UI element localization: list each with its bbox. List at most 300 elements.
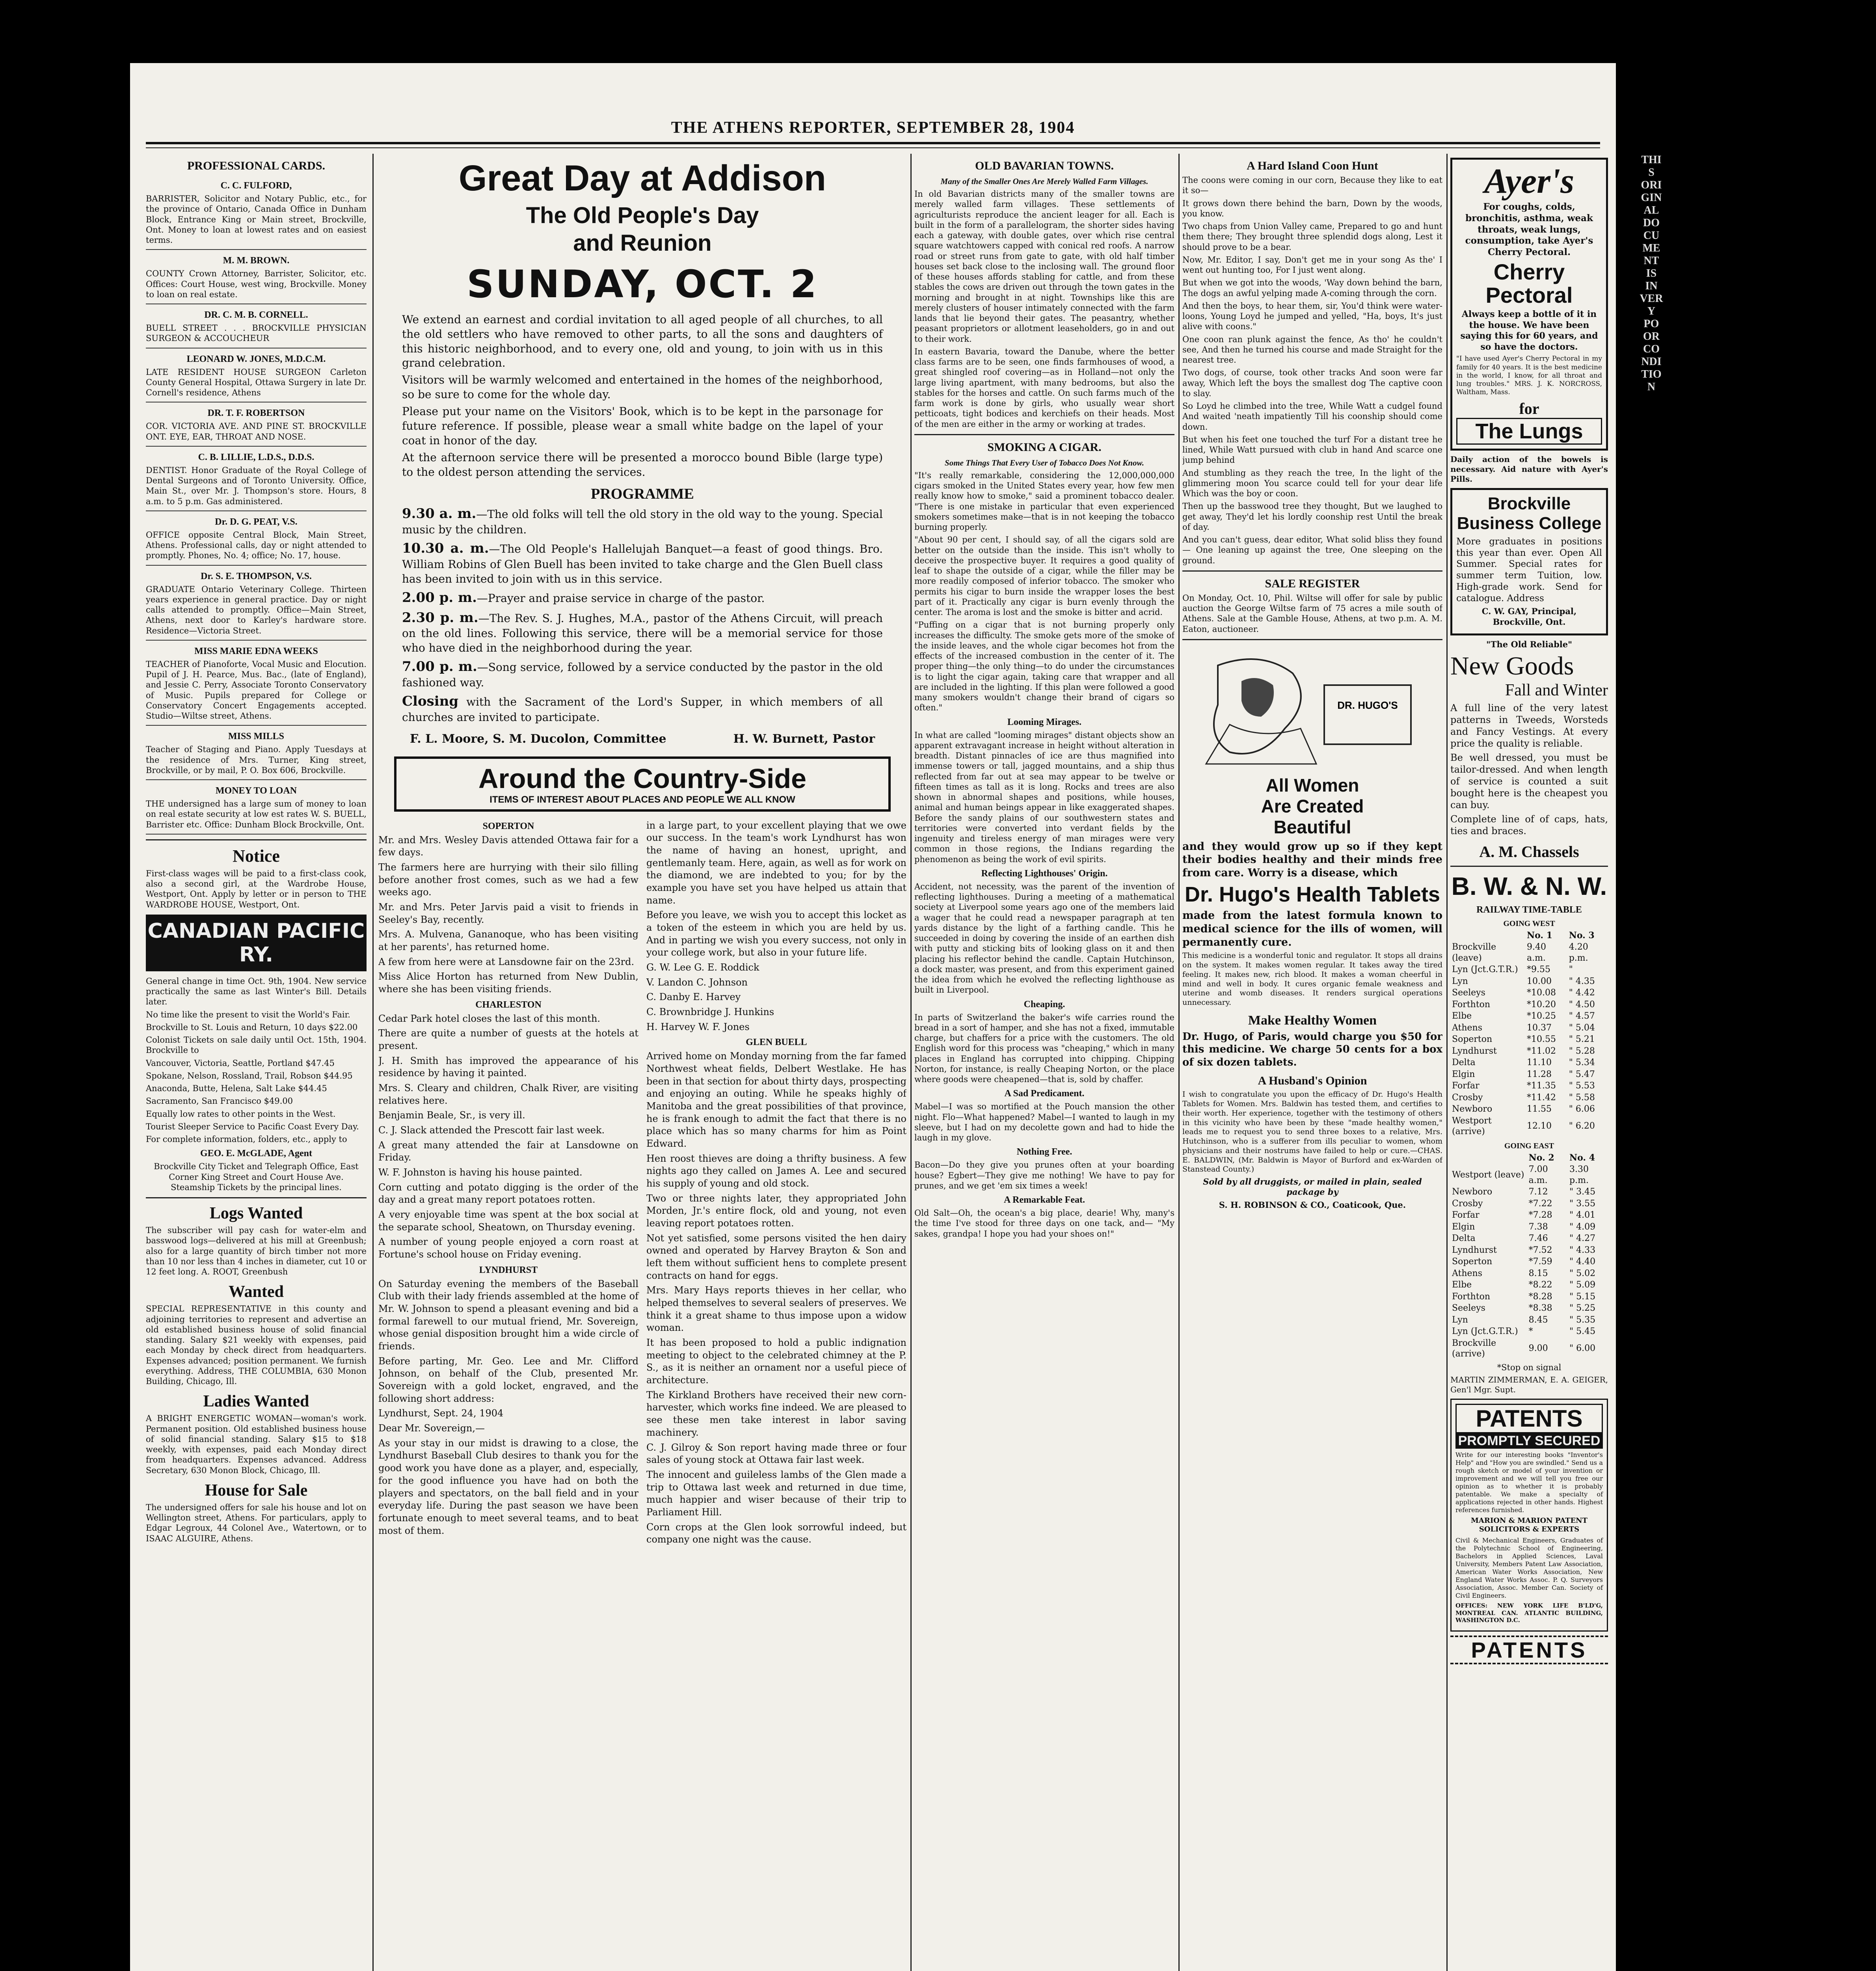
table-cell: 11.55 (1526, 1104, 1552, 1114)
cpr-line: Sacramento, San Francisco $49.00 (146, 1096, 293, 1106)
table-cell: 3.30 p.m. (1569, 1164, 1589, 1185)
cpr-line: Brockville to St. Louis and Return, 10 days $22.00 (146, 1022, 358, 1032)
goods-paragraph: Complete line of of caps, hats, ties and braces. (1450, 813, 1608, 836)
news-item: Mr. and Mrs. Wesley Davis attended Ottawa fair for a few days. (378, 834, 638, 858)
cheaping-title: Cheaping. (1024, 999, 1065, 1010)
table-cell: *7.59 (1528, 1257, 1552, 1267)
table-row (1450, 1244, 1608, 1256)
table-cell: Seeleys (1452, 1303, 1485, 1313)
new-goods-sub: Fall and Winter (1505, 681, 1608, 699)
professional-card (146, 726, 367, 780)
cpr-logo: CANADIAN PACIFIC RY. (146, 915, 367, 971)
table-cell: *10.20 (1526, 999, 1556, 1010)
news-item: H. Harvey W. F. Jones (646, 1021, 750, 1032)
divider (1182, 639, 1442, 640)
maker-line: S. H. ROBINSON & CO., Coaticook, Que. (1219, 1200, 1406, 1210)
railway-subtitle: RAILWAY TIME-TABLE (1476, 904, 1582, 915)
cpr-line: Spokane, Nelson, Rossland, Trail, Robson $44.95 (146, 1071, 353, 1081)
ayers-lungs: The Lungs (1456, 418, 1602, 445)
news-item: Arrived home on Monday morning from the far famed Northwest wheat fields, Delbert Westlake. He has been in that section for about thirty days, prospecting and enjoying an outing. While he speaks highly of Manitoba and the great possibilities of that province, he is frank enough to admit the fact that there is no place which has so many charms for him as Point Edward. (646, 1051, 906, 1149)
column-rule (1446, 154, 1448, 1971)
intro-paragraph: At the afternoon service there will be presented a morocco bound Bible (large type) to the oldest person attending the services. (402, 451, 883, 479)
table-cell: *8.38 (1528, 1303, 1552, 1313)
card-body: BARRISTER, Solicitor and Notary Public, etc., for the province of Ontario, Canada Office in Dunham Block, Entrance King or Main street, Brockville, Ont. Money to loan at lowest rates and on easiest terms. (146, 194, 367, 245)
wanted-body: SPECIAL REPRESENTATIVE in this county and adjoining territories to represent and advertise an old established business house of solid financial standing. Salary $21 weekly with expenses, paid each Monday by check direct from headquarters. Expenses advanced; position permanent. We furnish everything. Address, THE COLUMBIA, 630 Monon Building, Chicago, Ill. (146, 1304, 367, 1386)
ayers-ad (1450, 158, 1608, 451)
news-item: C. J. Slack attended the Prescott fair last week. (378, 1125, 605, 1136)
railway-signature: MARTIN ZIMMERMAN, E. A. GEIGER, Gen'l Mgr. Supt. (1450, 1375, 1608, 1394)
ayers-testimonial: "I have used Ayer's Cherry Pectoral in my family for 40 years. It is the best medicine in the world, I know, for all throat and lung troubles." MRS. J. K. NORCROSS, Waltham, Mass. (1456, 355, 1602, 397)
lighthouse-body: Accident, not necessity, was the parent of the invention of reflecting lighthouses. During a meeting of a mathematical society at Liverpool some years ago one of the members laid a wager that he could read a newspaper paragraph at ten yards distance by the light of a farthing candle. This he succeeded in doing by covering the inside of an earthen dish with putty and sticking bits of looking glass on it and then placing his reflector behind the candle. Captain Hutchinson, a dock master, was present, and from this experiment gained the idea from which he evolved the reflecting lighthouse as built in Liverpool. (914, 881, 1174, 995)
logs-title: Logs Wanted (209, 1204, 303, 1222)
patents-ad (1450, 1399, 1608, 1632)
table-cell: Elgin (1452, 1069, 1475, 1079)
programme-time: 10.30 a. m. (402, 540, 489, 556)
news-item: in a large part, to your excellent playing that we owe our success. In the team's work Lyndhurst has won the name of having an honest, upright, and gentlemanly team. Here, again, as well as for work on the diamond, we are indebted to you; for by the example you have set you have helped us attain that name. (646, 820, 906, 906)
table-cell: Forfar (1452, 1081, 1480, 1091)
column-rule (1178, 154, 1180, 1971)
table-cell: Delta (1452, 1233, 1476, 1244)
programme-item (402, 609, 883, 656)
table-cell: *11.42 (1526, 1092, 1556, 1103)
cigar-body (914, 470, 1174, 713)
table-row (1450, 1069, 1608, 1081)
table-cell: Seeleys (1452, 988, 1485, 998)
table-cell: 4.20 p.m. (1569, 942, 1588, 963)
card-body: LATE RESIDENT HOUSE SURGEON Carleton County General Hospital, Ottawa Surgery in late Dr. Cornell's residence, Athens (146, 367, 367, 397)
table-row (1450, 941, 1608, 964)
news-item: Corn crops at the Glen look sorrowful indeed, but company one night was the cause. (646, 1521, 906, 1545)
table-cell: Athens (1452, 1023, 1482, 1033)
table-cell: 7.12 (1528, 1187, 1548, 1197)
news-item: Mrs. S. Cleary and children, Chalk River, are visiting relatives here. (378, 1082, 638, 1106)
intro-paragraph: Visitors will be warmly welcomed and entertained in the homes of the neighborhood, so be sure to come for the whole day. (402, 373, 883, 401)
table-row (1450, 987, 1608, 999)
news-item: Corn cutting and potato digging is the order of the day and a great many report potatoes rotten. (378, 1181, 638, 1205)
programme-time: 2.00 p. m. (402, 589, 477, 605)
column-header: No. 1 (1526, 930, 1552, 941)
sad-title: A Sad Predicament. (1004, 1088, 1085, 1099)
cards-title: PROFESSIONAL CARDS. (187, 159, 326, 172)
news-item: Lyndhurst, Sept. 24, 1904 (378, 1408, 504, 1419)
table-row (1450, 1256, 1608, 1268)
divider (146, 839, 367, 840)
goods-paragraph: A full line of the very latest patterns in Tweeds, Worsteds and Fancy Vestings. At every price the quality is reliable. (1450, 702, 1608, 749)
intro-paragraph: We extend an earnest and cordial invitation to all aged people of all churches, to all the old settlers who have removed to other parts, to all the sons and daughters of this historic neighborhood, and to every one, old and young, to join with us in this grand celebration. (402, 313, 883, 370)
table-cell: " 4.01 (1569, 1210, 1596, 1220)
healthy-women-title: Make Healthy Women (1248, 1013, 1377, 1028)
table-cell: 10.37 (1526, 1023, 1552, 1033)
table-row (1450, 1314, 1608, 1326)
table-cell: Forthton (1452, 1291, 1491, 1302)
table-cell: Lyn (1452, 1315, 1468, 1325)
table-cell: " 5.58 (1569, 1092, 1595, 1103)
table-cell: " 5.45 (1569, 1326, 1596, 1337)
column-ads (1450, 154, 1608, 1664)
intro-paragraph: Please put your name on the Visitors' Book, which is to be kept in the parsonage for future reference. If possible, please wear a small white badge on the lapel of your coat in honor of the day. (402, 405, 883, 447)
professional-card (146, 780, 367, 835)
poem-stanza: So Loyd he climbed into the tree, While Watt a cudgel found And waited 'neath impatiently Till his coonship should come down. (1182, 401, 1442, 432)
programme-item (402, 693, 883, 725)
card-name: C. B. LILLIE, L.D.S., D.D.S. (198, 452, 315, 462)
healthy-women-body: Dr. Hugo, of Paris, would charge you $50 for this medicine. We charge 50 cents for a box of six dozen tablets. (1182, 1030, 1442, 1068)
poem-stanza: And stumbling as they reach the tree, In the light of the glimmering moon You scarce could tell for your dear life Which was the boy or coon. (1182, 468, 1442, 498)
soperton-items (378, 834, 638, 996)
professional-card (146, 641, 367, 726)
new-goods: New Goods (1450, 652, 1574, 681)
news-item: C. J. Gilroy & Son report having made three or four sales of young stock at Ottawa fair last week. (646, 1442, 906, 1466)
table-row (1450, 1233, 1608, 1244)
table-cell: " 3.55 (1569, 1198, 1596, 1209)
programme-text: —The old folks will tell the old story in the old way to the young. Special music by the children. (402, 508, 883, 536)
programme-text: —The Old People's Hallelujah Banquet—a feast of good things. Bro. William Robins of Glen Buell has been invited to take charge and the Glen Buell class has been invited to join with us in this service. (402, 542, 883, 585)
programme-text: —The Rev. S. J. Hughes, M.A., pastor of the Athens Circuit, will preach on the old lines. Following this service, there will be a memorial service for those who have died in the neighborhood during the year. (402, 611, 883, 655)
table-cell: *11.02 (1526, 1046, 1556, 1056)
cpr-line: Colonist Tickets on sale daily until Oct. 15th, 1904. Brockville to (146, 1035, 367, 1055)
card-name: MONEY TO LOAN (215, 786, 297, 796)
cigar-subtitle: Some Things That Every User of Tobacco Does Not Know. (945, 458, 1144, 468)
column-articles (914, 154, 1174, 1241)
news-item: As your stay in our midst is drawing to a close, the Lyndhurst Baseball Club desires to thank you for the good work you have done as a player, and, especially, for the good influence you have had on both the players and spectators, on the ball field and in your everyday life. During the past season we have been fortunate enough to meet several teams, and to beat most of them. (378, 1437, 638, 1536)
table-cell: 10.00 (1526, 976, 1552, 986)
opinion-title: A Husband's Opinion (1258, 1074, 1367, 1088)
news-item: V. Landon C. Johnson (646, 976, 748, 988)
card-body: BUELL STREET . . . BROCKVILLE PHYSICIAN SURGEON & ACCOUCHEUR (146, 323, 367, 343)
patents-title: PATENTS (1455, 1404, 1603, 1433)
card-name: C. C. FULFORD, (220, 181, 292, 191)
table-cell: " 5.53 (1569, 1081, 1595, 1091)
table-cell: " 5.04 (1569, 1023, 1595, 1033)
table-row (1450, 1326, 1608, 1338)
news-item: Dear Mr. Sovereign,— (378, 1423, 485, 1434)
table-cell: " 5.09 (1569, 1280, 1596, 1290)
table-header (1450, 1152, 1608, 1164)
news-item: Mrs. Mary Hays reports thieves in her cellar, who helped themselves to several sealers of preserves. We think it a great shame to thus impose upon a widow woman. (646, 1285, 906, 1334)
news-item: Hen roost thieves are doing a thrifty business. A few nights ago they called on James A. Lee and secured his supply of young and old stock. (646, 1153, 906, 1189)
news-item: Miss Alice Horton has returned from New Dublin, where she has been visiting friends. (378, 971, 638, 995)
country-side-subtitle: ITEMS OF INTEREST ABOUT PLACES AND PEOPLE WE ALL KNOW (489, 794, 795, 805)
table-cell: " 5.35 (1569, 1315, 1596, 1325)
table-cell: 11.10 (1526, 1058, 1552, 1068)
charleston-title: CHARLESTON (475, 999, 542, 1010)
divider (1450, 866, 1608, 867)
programme-text: —Prayer and praise service in charge of the pastor. (476, 591, 765, 605)
table-cell: Brockville (leave) (1452, 942, 1496, 963)
goods-paragraph: Be well dressed, you must be tailor-dressed. And when length of service is counted a suit bought here is the cheapest you can buy. (1450, 752, 1608, 810)
table-row (1450, 1221, 1608, 1233)
table-cell: Crosby (1452, 1198, 1483, 1209)
poem-body (1182, 175, 1442, 566)
table-cell: Westport (arrive) (1452, 1116, 1492, 1137)
addison-subhead: The Old People's Day (526, 203, 759, 228)
cherry-pectoral: Cherry Pectoral (1485, 259, 1573, 307)
table-cell: " 4.09 (1569, 1222, 1596, 1232)
patents-body: Write for our interesting books "Inventor's Help" and "How you are swindled." Send us a rough sketch or model of your invention or improvement and we will tell you free our opinion as to whether it is probably patentable. We make a specialty of applications rejected in other hands. Highest references furnished. (1455, 1451, 1603, 1514)
professional-card (146, 250, 367, 304)
card-name: MISS MARIE EDNA WEEKS (194, 646, 318, 656)
table-cell: Lyn (1452, 976, 1468, 986)
women-headline (1182, 775, 1442, 838)
news-item: A very enjoyable time was spent at the box social at the separate school, Sheatown, on Thursday evening. (378, 1209, 638, 1233)
remarkable-title: A Remarkable Feat. (1004, 1195, 1085, 1205)
programme-item (402, 540, 883, 587)
poem-title: A Hard Island Coon Hunt (1247, 159, 1378, 172)
column-header: No. 2 (1528, 1152, 1554, 1163)
marion-body: Civil & Mechanical Engineers, Graduates of the Polytechnic School of Engineering, Bachelors in Applied Sciences, Laval University, Members Patent Law Association, American Water Works Association, New England Water Works Assoc. P. Q. Surveyors Association, Assoc. Member Can. Society of Civil Engineers. (1455, 1536, 1603, 1599)
column-header: No. 4 (1569, 1152, 1595, 1163)
ladies-title: Ladies Wanted (203, 1392, 309, 1411)
new-goods-body (1450, 702, 1608, 837)
article-paragraph: In old Bavarian districts many of the smaller towns are merely walled farm villages. These settlements of agriculturists reproduce the ancient leager for all. Each is built in the form of a parallelogram, the shorter sides having each a gateway, with double gates, over which rise central square watchtowers capped with conical red roofs. A narrow road or street runs from gate to gate, with old half timber houses set back close to the inclosing wall. The ground floor of these houses affords stabling for cattle, and from these stables the cows are driven out through the town gates in the morning and brought in at night. Townships like this are merely clusters of houser intimately connected with the farm lands that lie beyond their gates. The peasantry, whether peasant proprietors or allotment leaseholders, go in and out to their work. (914, 189, 1174, 344)
hugo-body: made from the latest formula known to medical science for the ills of women, will permanently cure. (1182, 909, 1442, 948)
news-item: The farmers here are hurrying with their silo filling before another frost comes, such as we had a few weeks ago. (378, 861, 638, 898)
table-cell: Soperton (1452, 1034, 1493, 1045)
news-item: Mrs. A. Mulvena, Gananoque, who has been visiting at her parents', has returned home. (378, 929, 638, 952)
table-cell: Newboro (1452, 1104, 1493, 1114)
table-cell: 12.10 (1526, 1121, 1552, 1131)
newspaper-page (130, 63, 1616, 1971)
news-right (646, 817, 906, 1548)
poem-stanza: Then up the basswood tree they thought, But we laughed to get away, They'd let his lordly coonship rest Until the break of day. (1182, 501, 1442, 532)
ayers-logo: Ayer's (1484, 162, 1574, 201)
bavarian-subtitle: Many of the Smaller Ones Are Merely Walled Farm Villages. (940, 177, 1148, 186)
table-row (1450, 1209, 1608, 1221)
college-sign: C. W. GAY, Principal, Brockville, Ont. (1481, 606, 1577, 627)
card-name: LEONARD W. JONES, M.D.C.M. (186, 354, 326, 364)
professional-card (146, 566, 367, 641)
stop-note: *Stop on signal (1497, 1362, 1561, 1372)
table-cell: 7.46 (1528, 1233, 1548, 1244)
charleston-items (378, 1013, 638, 1261)
news-left (378, 817, 638, 1548)
women-line-1: All Women (1266, 775, 1359, 795)
table-cell: Lyn (Jct.G.T.R.) (1452, 1326, 1518, 1337)
card-body: COUNTY Crown Attorney, Barrister, Solicitor, etc. Offices: Court House, west wing, Brockville. Money to loan on real estate. (146, 269, 367, 299)
poem-stanza: And then the boys, to hear them, sir, You'd think were water-loons, Young Loyd he jumped and yelled, "Ha, boys, It's just alive with coons." (1182, 301, 1442, 332)
cpr-line: For complete information, folders, etc., apply to (146, 1135, 347, 1144)
free-body: Bacon—Do they give you prunes often at your boarding house? Egbert—They give me nothing! We have to pay for prunes, and we get 'em six times a week! (914, 1160, 1174, 1190)
column-rule (910, 154, 912, 1971)
ayers-pills: Daily action of the bowels is necessary. Aid nature with Ayer's Pills. (1450, 454, 1608, 484)
news-item: Cedar Park hotel closes the last of this month. (378, 1013, 601, 1024)
house-body: The undersigned offers for sale his house and lot on Wellington street, Athens. For particulars, apply to Edgar Legroux, 44 Colonel Ave., Watertown, or to ISAAC ALGUIRE, Athens. (146, 1502, 367, 1543)
table-cell: *10.08 (1526, 988, 1556, 998)
divider (146, 1197, 367, 1198)
column-poem-ads (1182, 154, 1442, 1213)
house-title: House for Sale (205, 1481, 308, 1500)
column-rule (372, 154, 374, 1971)
table-row (1450, 976, 1608, 987)
table-cell: " 5.21 (1569, 1034, 1595, 1045)
patents-footer: PATENTS (1450, 1636, 1608, 1664)
notice-title: Notice (233, 846, 280, 866)
programme-item (402, 589, 883, 607)
cheaping-body: In parts of Switzerland the baker's wife carries round the bread in a sort of hamper, and she has not a fixed, immutable charge, but chaffers for a price with the customers. The old English word for this process was "cheaping," which in many places in England has corrupted into chipping. Chipping Norton, for instance, is really Cheaping Norton, or the place where goods were cheapened—that is, sold by chaffer. (914, 1012, 1174, 1084)
news-item: A number of young people enjoyed a corn roast at Fortune's school house on Friday evening. (378, 1236, 638, 1260)
soperton-title: SOPERTON (482, 821, 534, 831)
news-item: It has been proposed to hold a public indignation meeting to object to the celebrated chimney at the P. S., as it is neither an ornament nor a useful piece of architecture. (646, 1337, 906, 1386)
programme-text: with the Sacrament of the Lord's Supper, in which members of all churches are invited to participate. (402, 695, 883, 724)
card-body: TEACHER of Pianoforte, Vocal Music and Elocution. Pupil of J. H. Pearce, Mus. Bac., (late of England), and Jessie C. Perry, Associate Toronto Conservatory of Music. Pupils prepared for College or Conservatory Concert Engagements accepted. Studio—Wiltse street, Athens. (146, 659, 367, 721)
table-cell: Forthton (1452, 999, 1491, 1010)
table-cell: " (1569, 965, 1573, 975)
going-east: GOING EAST (1504, 1141, 1554, 1150)
cards-list (146, 175, 367, 835)
divider (1182, 570, 1442, 572)
news-item: J. H. Smith has improved the appearance of his residence by having it painted. (378, 1055, 638, 1079)
table-cell: Elbe (1452, 1280, 1472, 1290)
table-cell: " 5.02 (1569, 1268, 1596, 1278)
programme-text: —Song service, followed by a service conducted by the pastor in the old fashioned way. (402, 661, 883, 689)
divider (914, 434, 1174, 435)
table-row (1450, 1080, 1608, 1092)
table-row (1450, 1057, 1608, 1069)
news-item: On Saturday evening the members of the Baseball Club with their lady friends assembled at the home of Mr. W. Johnson to spend a pleasant evening and bid a formal farewell to our mutual friend, Mr. Sovereign, whose genial disposition brought him a wide circle of friends. (378, 1278, 638, 1352)
addison-headline: Great Day at Addison (458, 158, 826, 198)
table-row (1450, 1010, 1608, 1022)
table-cell: " 4.57 (1569, 1011, 1595, 1021)
table-cell: Soperton (1452, 1257, 1493, 1267)
mirage-title: Looming Mirages. (1007, 717, 1081, 727)
news-item: C. Danby E. Harvey (646, 991, 741, 1003)
bavarian-body (914, 189, 1174, 429)
table-cell: " 4.27 (1569, 1233, 1596, 1244)
table-cell: Crosby (1452, 1092, 1483, 1103)
marion-title: MARION & MARION PATENT SOLICITORS & EXPERTS (1470, 1516, 1588, 1534)
table-cell: 8.45 (1528, 1315, 1548, 1325)
table-row (1450, 1103, 1608, 1115)
card-body: DENTIST. Honor Graduate of the Royal College of Dental Surgeons and of Toronto University. Office, Main St., over Mr. J. Thompson's store. Hours, 8 a.m. to 5 p.m. Gas administered. (146, 465, 367, 506)
hugo-box-label: DR. HUGO'S (1337, 699, 1398, 711)
table-cell: " 5.25 (1569, 1303, 1596, 1313)
table-cell: " 4.35 (1569, 976, 1595, 986)
card-body: THE undersigned has a large sum of money to loan on real estate security at low est rates W. S. BUELL, Barrister etc. Office: Dunham Block Brockville, Ont. (146, 799, 367, 829)
column-header (1450, 930, 1525, 942)
railway-title: B. W. & N. W. (1451, 872, 1607, 900)
poem-stanza: It grows down there behind the barn, Down by the woods, you know. (1182, 198, 1442, 218)
table-row (1450, 1092, 1608, 1104)
table-cell: *8.28 (1528, 1291, 1552, 1302)
programme-title: PROGRAMME (591, 486, 694, 503)
lyndhurst-items (378, 1278, 638, 1537)
table-row (1450, 1164, 1608, 1186)
table-row (1450, 1045, 1608, 1057)
addison-date: SUNDAY, OCT. 2 (467, 262, 818, 306)
poem-stanza: The coons were coming in our corn, Because they like to eat it so— (1182, 175, 1442, 196)
table-cell: *11.35 (1526, 1081, 1556, 1091)
table-cell: Elgin (1452, 1222, 1475, 1232)
table-cell: *9.55 (1526, 965, 1550, 975)
addison-intro (378, 313, 906, 480)
news-item: Not yet satisfied, some persons visited the hen dairy owned and operated by Harvey Brayton & Son and left them without sufficient hens to complete present contracts on hand for eggs. (646, 1232, 906, 1281)
old-reliable: "The Old Reliable" (1486, 639, 1573, 649)
table-cell: 8.15 (1528, 1268, 1548, 1278)
notice-body: First-class wages will be paid to a first-class cook, also a second girl, at the Wardrobe House, Westport, Ont. Apply by letter or in person to THE WARDROBE HOUSE, Westport, Ont. (146, 868, 367, 909)
cpr-schedule (146, 976, 367, 1145)
professional-card (146, 175, 367, 250)
table-cell: Delta (1452, 1058, 1476, 1068)
news-item: Before parting, Mr. Geo. Lee and Mr. Clifford Johnson, on behalf of the Club, presented Mr. Sovereign with a gold locket, engraved, and the following short address: (378, 1355, 638, 1404)
women-line-2: Are Created (1261, 795, 1364, 816)
ladies-body: A BRIGHT ENERGETIC WOMAN—woman's work. Permanent position. Old established business house of solid financial standing. Salary $15 to $18 weekly, with expenses, paid each Monday direct from headquarters. Expenses advanced. Address Secretary, 630 Monon Block, Chicago, Ill. (146, 1414, 367, 1475)
table-cell: Lyndhurst (1452, 1046, 1497, 1056)
poem-stanza: Two chaps from Union Valley came, Prepared to go and hunt them there; They brought three splendid dogs along, Lest it should prove to be a bear. (1182, 222, 1442, 252)
news-item: Mr. and Mrs. Peter Jarvis paid a visit to friends in Seeley's Bay, recently. (378, 901, 638, 925)
poem-stanza: And you can't guess, dear editor, What solid bliss they found— One leaning up against the tree, One sleeping on the ground. (1182, 535, 1442, 565)
professional-card (146, 348, 367, 403)
programme-item (402, 658, 883, 690)
table-row (1450, 1115, 1608, 1138)
card-name: Dr. D. G. PEAT, V.S. (215, 516, 298, 527)
woman-illustration (1182, 650, 1442, 768)
poem-stanza: But when his feet one touched the turf For a distant tree he lined, While Watt pursued with club in hand And scarce one jump behind (1182, 434, 1442, 465)
westbound-table (1450, 930, 1608, 1138)
table-cell: Newboro (1452, 1187, 1493, 1197)
table-row (1450, 1034, 1608, 1045)
cpr-line: Tourist Sleeper Service to Pacific Coast Every Day. (146, 1121, 359, 1131)
glenbuell-items (646, 1050, 906, 1546)
column-header: No. 3 (1569, 930, 1595, 941)
sale-body: On Monday, Oct. 10, Phil. Wiltse will offer for sale by public auction the George Wiltse farm of 75 acres a mile south of Athens. Sale at the Gamble House, Athens, at two p.m. A. M. Eaton, auctioneer. (1182, 593, 1442, 634)
table-cell: 9.00 (1528, 1343, 1548, 1354)
table-cell: " 6.06 (1569, 1104, 1595, 1114)
college-ad (1450, 488, 1608, 635)
table-cell: *7.28 (1528, 1210, 1552, 1220)
programme-time: 7.00 p. m. (402, 659, 477, 675)
table-row (1450, 1291, 1608, 1303)
cpr-line: No time like the present to visit the World's Fair. (146, 1010, 350, 1019)
sold-line: Sold by all druggists, or mailed in plain, sealed package by (1203, 1177, 1422, 1197)
table-cell: Lyn (Jct.G.T.R.) (1452, 965, 1518, 975)
table-cell: " 4.50 (1569, 999, 1595, 1010)
poem-stanza: Now, Mr. Editor, I say, Don't get me in your song As the' I went out hunting too, For I just went along. (1182, 255, 1442, 275)
addison-subhead-2: and Reunion (573, 230, 712, 256)
college-body: More graduates in positions this year than ever. Open All Summer. Special rates for summer term Tuition, low. High-grade work. Send for catalogue. Address (1456, 536, 1602, 604)
mirage-body: In what are called "looming mirages" distant objects show an apparent extravagant increase in height without alteration in breadth. Distant pinnacles of ice are thus magnified into immense towers or tall, jagged mountains, and a ship thus reflected from far out at sea may appear to be twelve or fifteen times as tall as it is long. Rocks and trees are also shown in abnormal shapes and positions, while houses, animal and human beings appear in like exaggerated shapes. Before the sandy plains of our southwestern states and territories were converted into verdant fields by the ingenuity and tireless energy of man mirages were very common in those regions, the Indians regarding the phenomenon as being the work of evil spirits. (914, 730, 1174, 864)
women-body: and they would grow up so if they kept their bodies healthy and their minds free from care. Worry is a disease, which (1182, 840, 1442, 879)
table-cell: Westport (leave) (1452, 1170, 1524, 1180)
cpr-line: Equally low rates to other points in the West. (146, 1109, 336, 1119)
column-header (1450, 1152, 1527, 1164)
card-name: Dr. S. E. THOMPSON, V.S. (201, 571, 312, 581)
table-cell: " 4.42 (1569, 988, 1595, 998)
committee-signature: F. L. Moore, S. M. Ducolon, Committee (410, 732, 666, 746)
ayers-for: for (1519, 399, 1539, 417)
country-side-news (378, 817, 906, 1548)
cigar-title: SMOKING A CIGAR. (987, 440, 1102, 454)
professional-card (146, 402, 367, 447)
card-name: DR. C. M. B. CORNELL. (204, 310, 308, 320)
pastor-signature: H. W. Burnett, Pastor (733, 732, 875, 746)
wanted-title: Wanted (228, 1283, 284, 1301)
country-side-title: Around the Country-Side (478, 763, 807, 794)
card-name: DR. T. F. ROBERTSON (207, 408, 305, 419)
hugo-details: This medicine is a wonderful tonic and regulator. It stops all drains on the system. It makes women regular. It takes away the tired feeling. It makes new, rich blood. It makes a woman cheerful in mind and well in body. It cures organic female weakness and uterine and womb diseases. It renders surgical operations unnecessary. (1182, 951, 1442, 1007)
table-cell: " 3.45 (1569, 1187, 1596, 1197)
table-row (1450, 999, 1608, 1011)
poem-stanza: But when we got into the woods, 'Way down behind the barn, The dogs an awful yelping made A-coming through the corn. (1182, 278, 1442, 298)
condition-note: THIS ORIGINAL DOCUMENT IS IN VERY POOR CONDITION (1640, 154, 1663, 393)
news-item: G. W. Lee G. E. Roddick (646, 961, 759, 973)
table-cell: 11.28 (1526, 1069, 1552, 1079)
signatures (378, 727, 906, 751)
going-west: GOING WEST (1503, 919, 1555, 928)
programme-time: 2.30 p. m. (402, 609, 478, 626)
professional-card (146, 447, 367, 511)
article-paragraph: In eastern Bavaria, toward the Danube, where the better class farms are to be seen, one finds farmhouses of wood, a great shingled roof covering—as in Holland—not only the large living apartment, with many bedrooms, but also the stables for the horses and cattle. On such farms much of the farm work is done by girls, who usually wear short petticoats, tight bodices and kerchiefs on their heads. Most of the men are either in the army or working at trades. (914, 347, 1174, 429)
logs-body: The subscriber will pay cash for water-elm and basswood logs—delivered at his mill at Greenbush; also for a large quantity of birch timber not more than 10 nor less than 4 inches in diameter, cut 10 or 12 feet long. A. ROOT, Greenbush (146, 1226, 367, 1276)
poem-stanza: One coon ran plunk against the fence, As tho' he couldn't see, And then he turned his course and made Straight for the nearest tree. (1182, 334, 1442, 365)
